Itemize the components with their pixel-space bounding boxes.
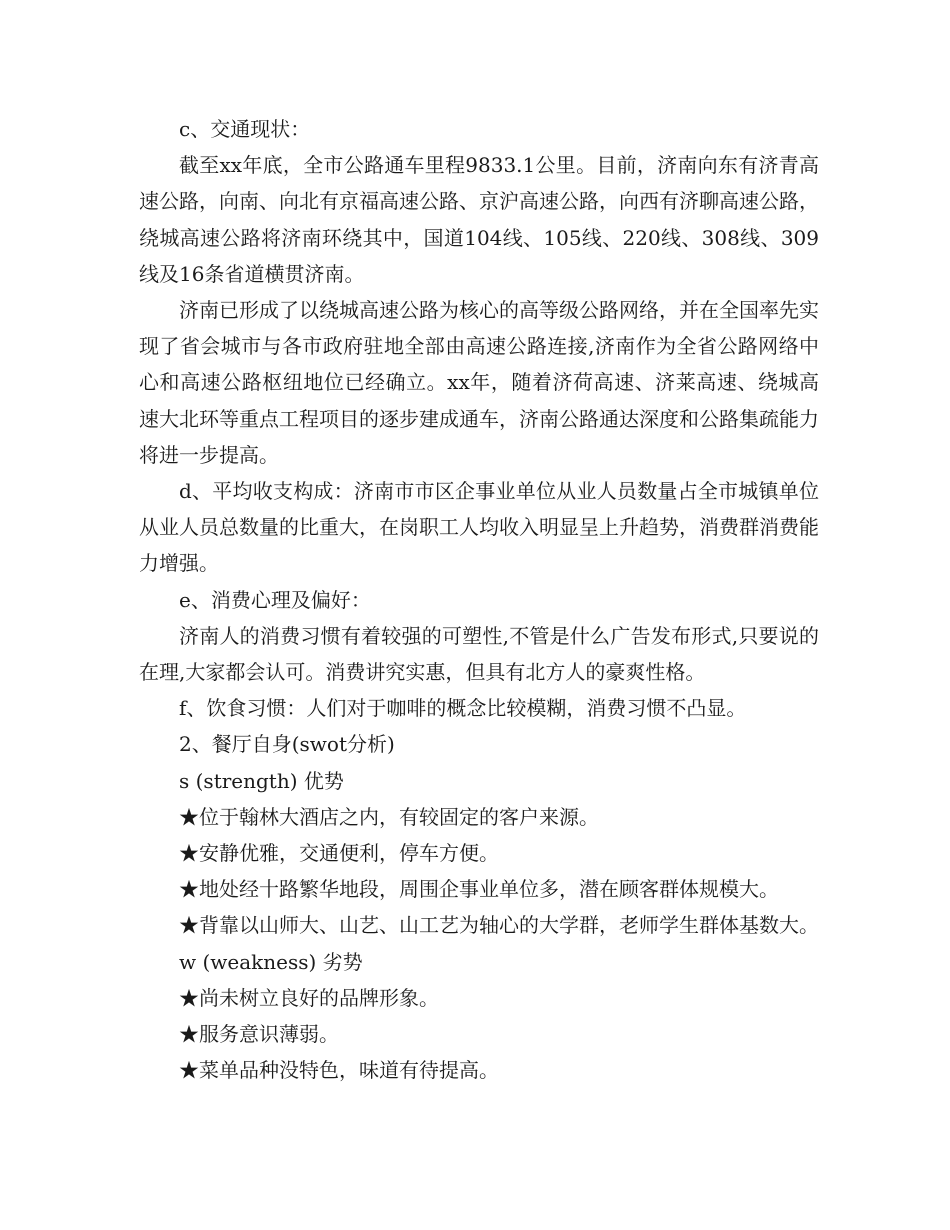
- heading-traffic: c、交通现状：: [179, 117, 311, 141]
- document-body: [139, 111, 819, 1088]
- paragraph-traffic-network: 济南已形成了以绕城高速公路为核心的高等级公路网络，并在全国率先实现了省会城市与各市政府驻地全部由高速公路连接,济南作为全省公路网络中心和高速公路枢纽地位已经确立。xx年，随着济荷高速、济莱高速、绕城高速大北环等重点工程项目的逐步建成通车，济南公路通达深度和公路集疏能力将进一步提高。: [139, 298, 819, 467]
- heading-weakness: w (weakness) 劣势: [179, 949, 363, 974]
- paragraph-income: d、平均收支构成：济南市市区企事业单位从业人员数量占全市城镇单位从业人员总数量的比重大，在岗职工人均收入明显呈上升趋势，消费群消费能力增强。: [139, 479, 819, 576]
- paragraph-consumer-psychology: 济南人的消费习惯有着较强的可塑性,不管是什么广告发布形式,只要说的在理,大家都会认可。消费讲究实惠，但具有北方人的豪爽性格。: [139, 623, 819, 685]
- strength-item: ★地处经十路繁华地段，周围企事业单位多，潜在顾客群体规模大。: [179, 877, 779, 902]
- weakness-item: ★菜单品种没特色，味道有待提高。: [179, 1058, 499, 1083]
- heading-swot: 2、餐厅自身(swot分析): [179, 732, 395, 757]
- strength-item: ★背靠以山师大、山艺、山工艺为轴心的大学群，老师学生群体基数大。: [179, 913, 819, 938]
- heading-consumer-psychology: e、消费心理及偏好：: [179, 587, 371, 612]
- strength-item: ★安静优雅，交通便利，停车方便。: [179, 841, 499, 866]
- paragraph-traffic-roads: 截至xx年底，全市公路通车里程9833.1公里。目前，济南向东有济青高速公路，向南、向北有京福高速公路、京沪高速公路，向西有济聊高速公路，绕城高速公路将济南环绕其中，国道104线、105线、220线、308线、309线及16条省道横贯济南。: [139, 153, 819, 286]
- heading-strength: s (strength) 优势: [179, 768, 344, 793]
- strength-item: ★位于翰林大酒店之内，有较固定的客户来源。: [179, 804, 599, 829]
- weakness-item: ★尚未树立良好的品牌形象。: [179, 985, 439, 1010]
- paragraph-eating-habits: f、饮食习惯：人们对于咖啡的概念比较模糊，消费习惯不凸显。: [179, 696, 747, 721]
- weakness-item: ★服务意识薄弱。: [179, 1022, 339, 1047]
